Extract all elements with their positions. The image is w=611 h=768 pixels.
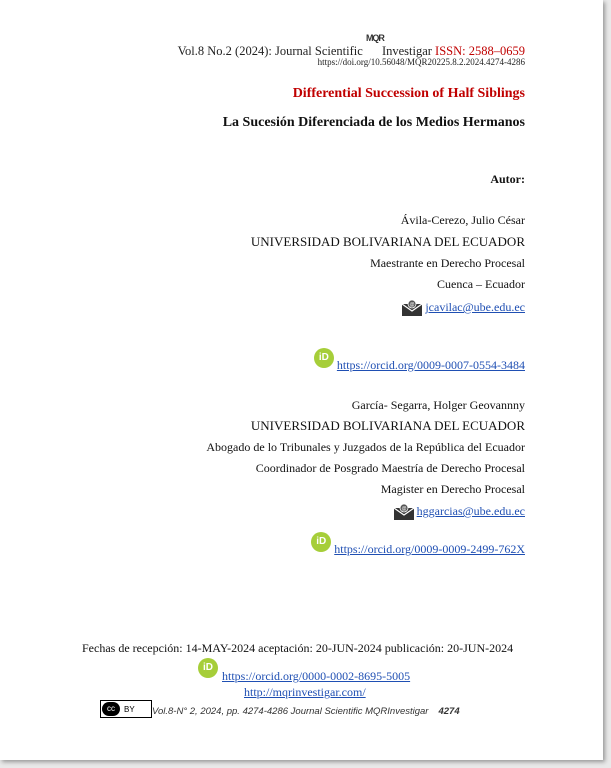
journal-orcid-row [198,658,410,684]
author1-name: Ávila-Cerezo, Julio César [400,213,525,227]
author2-email-link[interactable]: hggarcias@ube.edu.ec [416,503,525,518]
title-english: Differential Succession of Half Siblings [292,86,525,101]
doi-link[interactable]: https://doi.org/10.56048/MQR20225.8.2.2024.4274-4286 [317,57,525,67]
author2-role1: Abogado de lo Tribunales y Juzgados de la República del Ecuador [206,440,525,454]
journal-suffix: Investigar [381,44,432,58]
author2-email-row [393,503,525,521]
author1-email-row [401,299,525,317]
author2-orcid-link[interactable]: https://orcid.org/0009-0009-2499-762X [334,542,525,556]
author2-role2: Coordinador de Posgrado Maestría de Derecho Procesal [255,461,525,475]
author1-location: Cuenca – Ecuador [437,277,525,291]
footer-citation-text: Vol.8-N° 2, 2024, pp. 4274-4286 Journal Scientific MQRInvestigar [152,706,429,717]
author1-email-link[interactable]: jcavilac@ube.edu.ec [425,299,525,314]
author2-orcid-row [311,532,525,557]
author1-role: Maestrante en Derecho Procesal [370,256,525,270]
author2-university: UNIVERSIDAD BOLIVARIANA DEL ECUADOR [250,418,525,433]
orcid-icon: iD [198,658,218,678]
page-number: 4274 [438,706,460,717]
orcid-icon: iD [311,532,331,552]
cc-license-badge[interactable] [100,700,152,718]
journal-site-link[interactable]: http://mqrinvestigar.com/ [244,685,366,699]
orcid-icon: iD [314,348,334,368]
author2-role3: Magister en Derecho Procesal [380,482,525,496]
by-icon: BY [124,704,135,714]
svg-text:@: @ [401,506,407,512]
journal-orcid-link[interactable]: https://orcid.org/0000-0002-8695-5005 [222,669,411,683]
author1-university: UNIVERSIDAD BOLIVARIANA DEL ECUADOR [250,234,525,249]
author1-orcid-row [314,348,525,373]
footer-citation [152,706,460,717]
journal-site-row [244,683,366,701]
issn: ISSN: 2588–0659 [435,44,525,58]
author2-name: García- Segarra, Holger Geovannny [351,398,525,412]
mail-icon [393,503,415,521]
cc-icon: cc [102,702,120,716]
author1-orcid-link[interactable]: https://orcid.org/0009-0007-0554-3484 [336,358,525,372]
dates-line: Fechas de recepción: 14-MAY-2024 aceptación: 20-JUN-2024 publicación: 20-JUN-2024 [82,641,514,655]
journal-prefix: Vol.8 No.2 (2024): Journal Scientific [177,44,363,58]
svg-text:@: @ [409,302,415,308]
autor-label: Autor: [490,172,525,186]
mail-icon [401,299,423,317]
mqr-logo-icon: MQR [365,33,384,43]
title-spanish: La Sucesión Diferenciada de los Medios Hermanos [222,115,525,130]
